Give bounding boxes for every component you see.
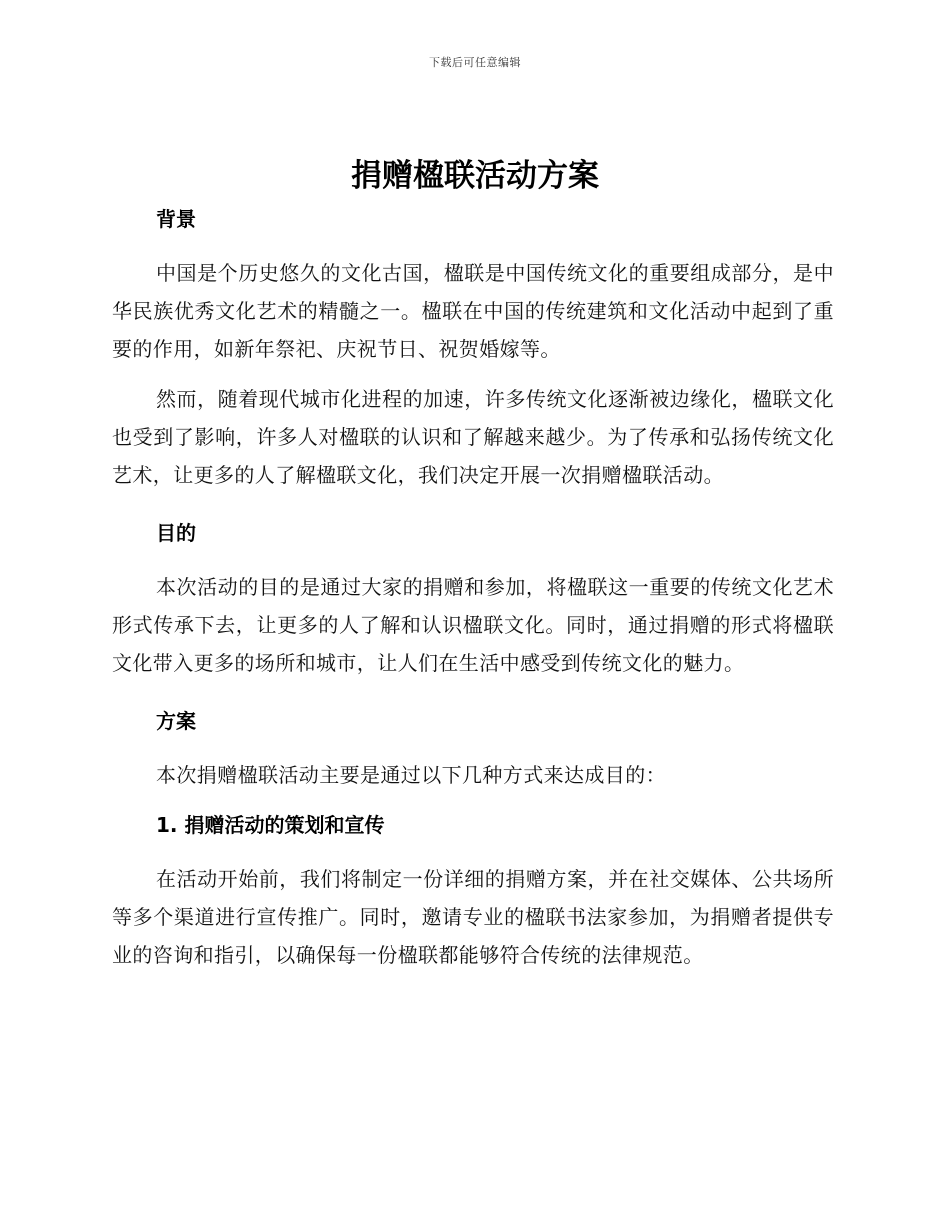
section-purpose <box>112 514 834 682</box>
section-heading: 背景 <box>156 207 196 231</box>
document-title: 捐赠楹联活动方案 <box>351 158 599 194</box>
paragraph: 在活动开始前，我们将制定一份详细的捐赠方案，并在社交媒体、公共场所等多个渠道进行宣传推广。同时，邀请专业的楹联书法家参加，为捐赠者提供专业的咨询和指引，以确保每一份楹联都能够符合传统的法律规范。 <box>112 867 834 967</box>
header-note: 下载后可任意编辑 <box>429 56 521 69</box>
section-background <box>112 200 834 494</box>
section-heading: 1. 捐赠活动的策划和宣传 <box>156 813 385 837</box>
section-heading: 目的 <box>156 521 196 545</box>
paragraph: 中国是个历史悠久的文化古国，楹联是中国传统文化的重要组成部分，是中华民族优秀文化艺术的精髓之一。楹联在中国的传统建筑和文化活动中起到了重要的作用，如新年祭祀、庆祝节日、祝贺婚嫁等。 <box>112 261 834 361</box>
document-body <box>112 200 834 986</box>
section-heading: 方案 <box>156 709 196 733</box>
section-plan-step-1 <box>112 806 834 974</box>
section-plan <box>112 702 834 794</box>
paragraph: 本次活动的目的是通过大家的捐赠和参加，将楹联这一重要的传统文化艺术形式传承下去，让更多的人了解和认识楹联文化。同时，通过捐赠的形式将楹联文化带入更多的场所和城市，让人们在生活中感受到传统文化的魅力。 <box>112 575 834 675</box>
paragraph: 本次捐赠楹联活动主要是通过以下几种方式来达成目的： <box>156 763 666 787</box>
paragraph: 然而，随着现代城市化进程的加速，许多传统文化逐渐被边缘化，楹联文化也受到了影响，许多人对楹联的认识和了解越来越少。为了传承和弘扬传统文化艺术，让更多的人了解楹联文化，我们决定开展一次捐赠楹联活动。 <box>112 387 834 487</box>
